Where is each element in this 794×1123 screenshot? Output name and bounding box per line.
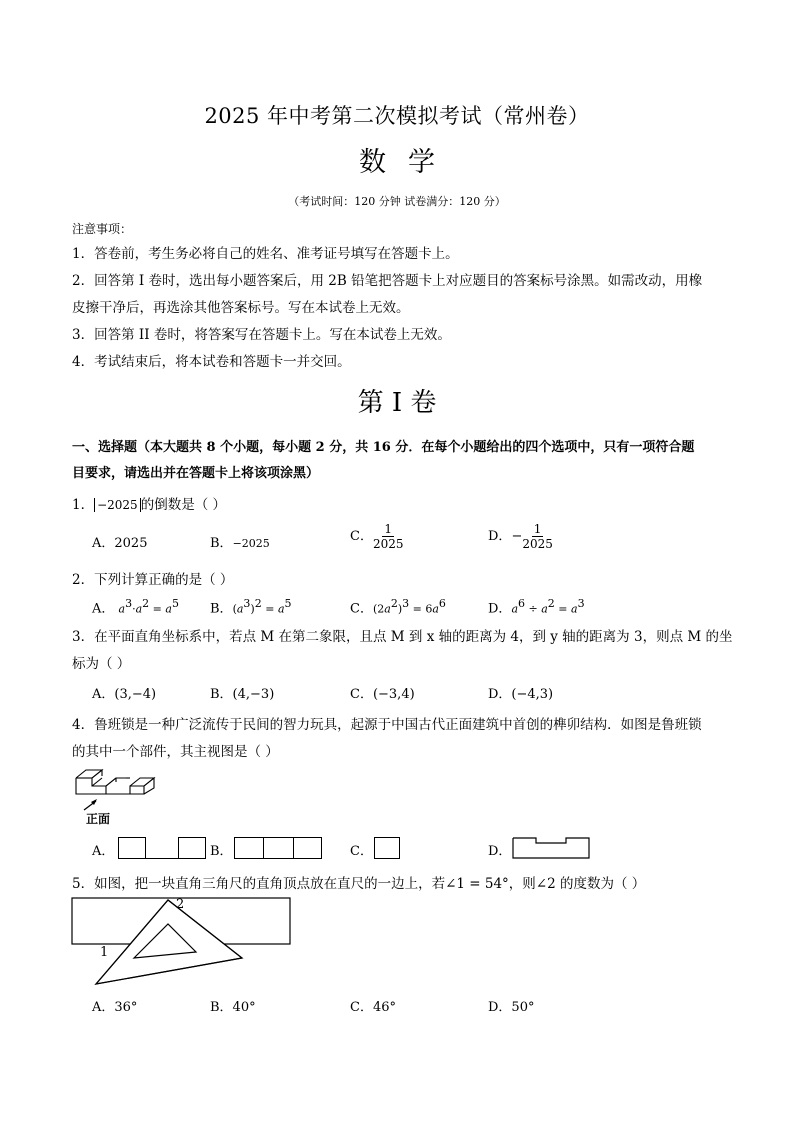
exam-title: 2025 年中考第二次模拟考试（常州卷） xyxy=(204,104,590,128)
angle-1-label: 1 xyxy=(100,945,109,960)
q2-option-b[interactable]: B．$(a^3)^2 = a^5$ xyxy=(210,597,292,617)
question-4-stem: 4．鲁班锁是一种广泛流传于民间的智力玩具，起源于中国古代正面建筑中首创的榫卯结构．如图是鲁班锁 xyxy=(72,717,702,733)
q3-option-d[interactable]: D．(−4,3) xyxy=(488,687,554,702)
q4-option-b-figure[interactable] xyxy=(234,837,322,859)
front-label: 正面 xyxy=(86,812,111,826)
q3-option-b[interactable]: B．(4,−3) xyxy=(210,687,275,702)
q5-option-d[interactable]: D．50° xyxy=(488,1000,535,1015)
q4-option-c-figure[interactable] xyxy=(374,837,400,859)
q4-option-c-label[interactable]: C． xyxy=(350,844,373,859)
section-heading: 一、选择题（本大题共 8 个小题，每小题 2 分，共 16 分．在每个小题给出的四个选项中，只有一项符合题 xyxy=(72,440,695,455)
angle-2-label: 2 xyxy=(176,897,185,912)
q4-option-a-figure[interactable] xyxy=(118,837,206,859)
question-1-stem xyxy=(72,493,226,513)
q1-number: 1． xyxy=(72,497,95,513)
notes-heading: 注意事项： xyxy=(72,222,133,236)
q1-option-a[interactable]: A．2025 xyxy=(92,536,148,551)
q1-option-d[interactable]: D．− $\frac{1}{2025}$ xyxy=(488,522,553,551)
time-info: （考试时间：120 分钟 试卷满分：120 分） xyxy=(288,195,506,208)
note-item: 2．回答第 I 卷时，选出每小题答案后，用 2B 铅笔把答题卡上对应题目的答案标号涂黑。如需改动，用橡 xyxy=(72,273,703,289)
q2-option-c[interactable]: C．$(2a^2)^3 = 6a^6$ xyxy=(350,597,446,617)
q4-option-a-label[interactable]: A． xyxy=(92,844,115,859)
q1-suffix: 的倒数是（ ） xyxy=(140,497,226,513)
q4-option-b-label[interactable]: B． xyxy=(210,844,233,859)
question-5-stem: 5．如图，把一块直角三角尺的直角顶点放在直尺的一边上，若∠1 = 54°，则∠2 的度数为（ ） xyxy=(72,876,646,892)
note-item: 皮擦干净后，再选涂其他答案标号。写在本试卷上无效。 xyxy=(72,300,410,316)
q1-abs-value: −2025 xyxy=(94,498,141,512)
q4-option-d-label[interactable]: D． xyxy=(488,844,512,859)
q3-option-c[interactable]: C．(−3,4) xyxy=(350,687,415,702)
q2-option-d[interactable]: D．$a^6 \div a^2 = a^3$ xyxy=(488,597,585,617)
q5-option-b[interactable]: B．40° xyxy=(210,1000,256,1015)
q5-option-c[interactable]: C．46° xyxy=(350,1000,396,1015)
note-item: 4．考试结束后，将本试卷和答题卡一并交回。 xyxy=(72,354,351,370)
q2-option-a[interactable]: A． $a^3\cdot a^2 = a^5$ xyxy=(92,597,179,617)
q4-option-d-figure[interactable] xyxy=(512,837,590,859)
question-3-stem-cont: 标为（ ） xyxy=(72,656,131,672)
q1-option-b[interactable]: B．−2025 xyxy=(210,536,270,551)
note-item: 1．答卷前，考生务必将自己的姓名、准考证号填写在答题卡上。 xyxy=(72,246,459,262)
q3-option-a[interactable]: A．(3,−4) xyxy=(92,687,157,702)
section-heading-cont: 目要求，请选出并在答题卡上将该项涂黑） xyxy=(72,466,320,481)
note-item: 3．回答第 II 卷时，将答案写在答题卡上。写在本试卷上无效。 xyxy=(72,327,451,343)
question-3-stem: 3．在平面直角坐标系中，若点 M 在第二象限，且点 M 到 x 轴的距离为 4，到 y 轴的距离为 3，则点 M 的坐 xyxy=(72,629,733,645)
q1-option-c[interactable]: C． $\frac{1}{2025}$ xyxy=(350,522,404,551)
volume-title: 第 I 卷 xyxy=(357,388,437,418)
question-2-stem: 2．下列计算正确的是（ ） xyxy=(72,572,234,588)
subject-title: 数学 xyxy=(359,147,457,178)
q5-option-a[interactable]: A．36° xyxy=(92,1000,138,1015)
question-4-stem-cont: 的其中一个部件，其主视图是（ ） xyxy=(72,744,279,760)
